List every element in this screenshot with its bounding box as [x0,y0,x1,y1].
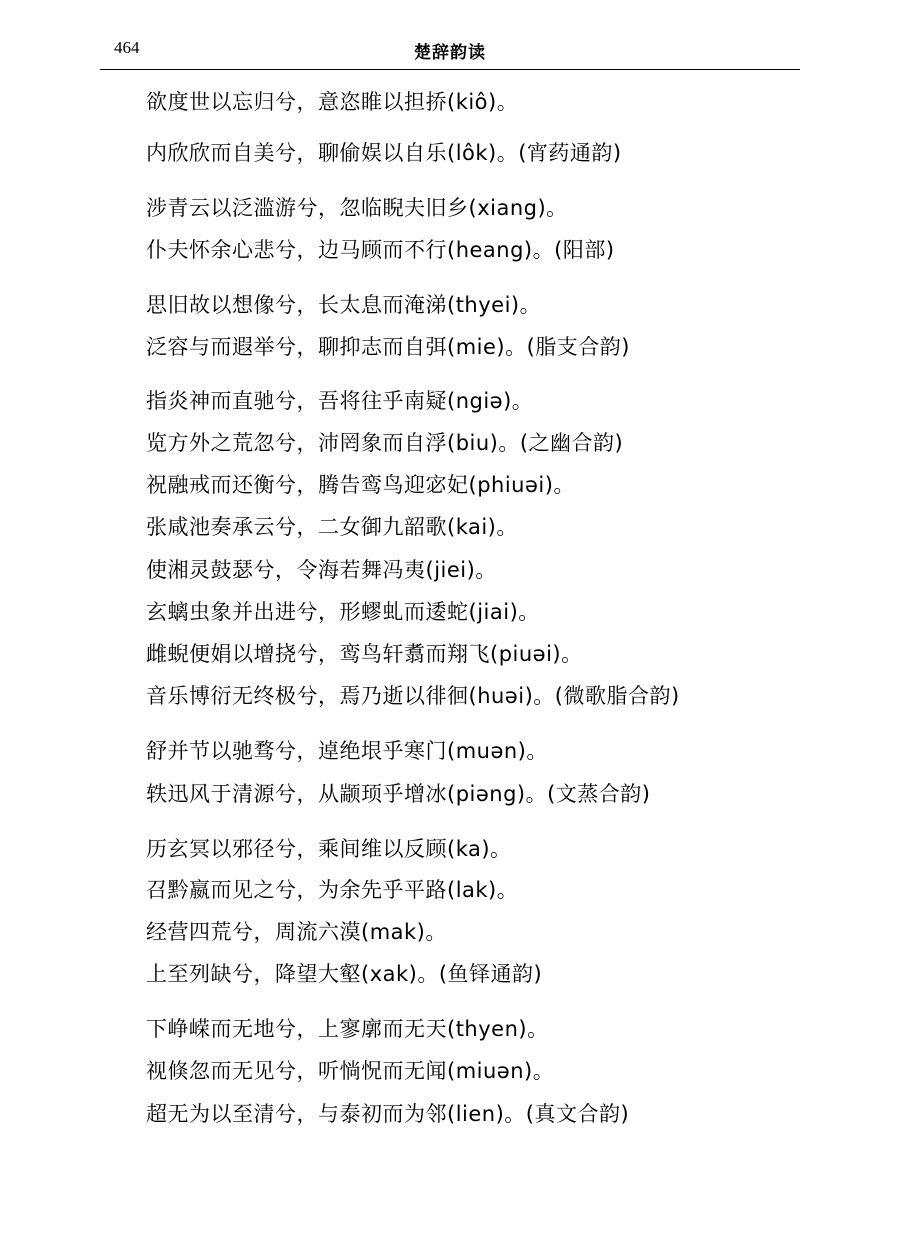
verse-line: 超无为以至清兮，与泰初而为邻(lien)。(真文合韵) [146,1102,630,1126]
verse-line: 音乐博衍无终极兮，焉乃逝以徘徊(huəi)。(微歌脂合韵) [146,684,680,708]
verse-line: 上至列缺兮，降望大壑(xak)。(鱼铎通韵) [146,962,543,986]
verse-line: 欲度世以忘归兮，意恣睢以担挢(kiô)。 [146,90,519,114]
verse-line: 舒并节以驰骛兮，逴绝垠乎寒门(muən)。 [146,739,548,763]
page-header [100,38,800,68]
verse-line: 仆夫怀余心悲兮，边马顾而不行(heang)。(阳部) [146,238,615,262]
verse-line: 内欣欣而自美兮，聊偷娱以自乐(lôk)。(宵药通韵) [146,141,622,165]
header-rule [100,69,800,70]
verse-line: 玄螭虫象并出进兮，形蟉虬而逶蛇(jiai)。 [146,600,540,624]
verse-line: 雌蜺便娟以增挠兮，鸾鸟轩翥而翔飞(piuəi)。 [146,642,583,666]
verse-line: 历玄冥以邪径兮，乘间维以反顾(ka)。 [146,837,512,861]
verse-line: 召黔嬴而见之兮，为余先乎平路(lak)。 [146,878,519,902]
verse-line: 思旧故以想像兮，长太息而淹涕(thyei)。 [146,293,542,317]
verse-line: 览方外之荒忽兮，沛罔象而自浮(biu)。(之幽合韵) [146,431,624,455]
verse-line: 下峥嵘而无地兮，上寥廓而无天(thyen)。 [146,1017,549,1041]
verse-line: 轶迅风于清源兮，从颛顼乎增冰(piəng)。(文蒸合韵) [146,782,651,806]
verse-line: 涉青云以泛滥游兮，忽临睨夫旧乡(xiang)。 [146,196,568,220]
verse-line: 视倏忽而无见兮，听惝怳而无闻(miuən)。 [146,1059,555,1083]
page-number: 464 [114,38,140,57]
running-title: 楚辞韵读 [414,43,486,63]
verse-line: 经营四荒兮，周流六漠(mak)。 [146,920,447,944]
verse-line: 使湘灵鼓瑟兮，令海若舞冯夷(jiei)。 [146,558,497,582]
verse-line: 祝融戒而还衡兮，腾告鸾鸟迎宓妃(phiuəi)。 [146,473,575,497]
verse-line: 张咸池奏承云兮，二女御九韶歌(kai)。 [146,515,518,539]
verse-line: 指炎神而直驰兮，吾将往乎南疑(ngiə)。 [146,389,534,413]
verse-line: 泛容与而遐举兮，聊抑志而自弭(mie)。(脂支合韵) [146,335,630,359]
